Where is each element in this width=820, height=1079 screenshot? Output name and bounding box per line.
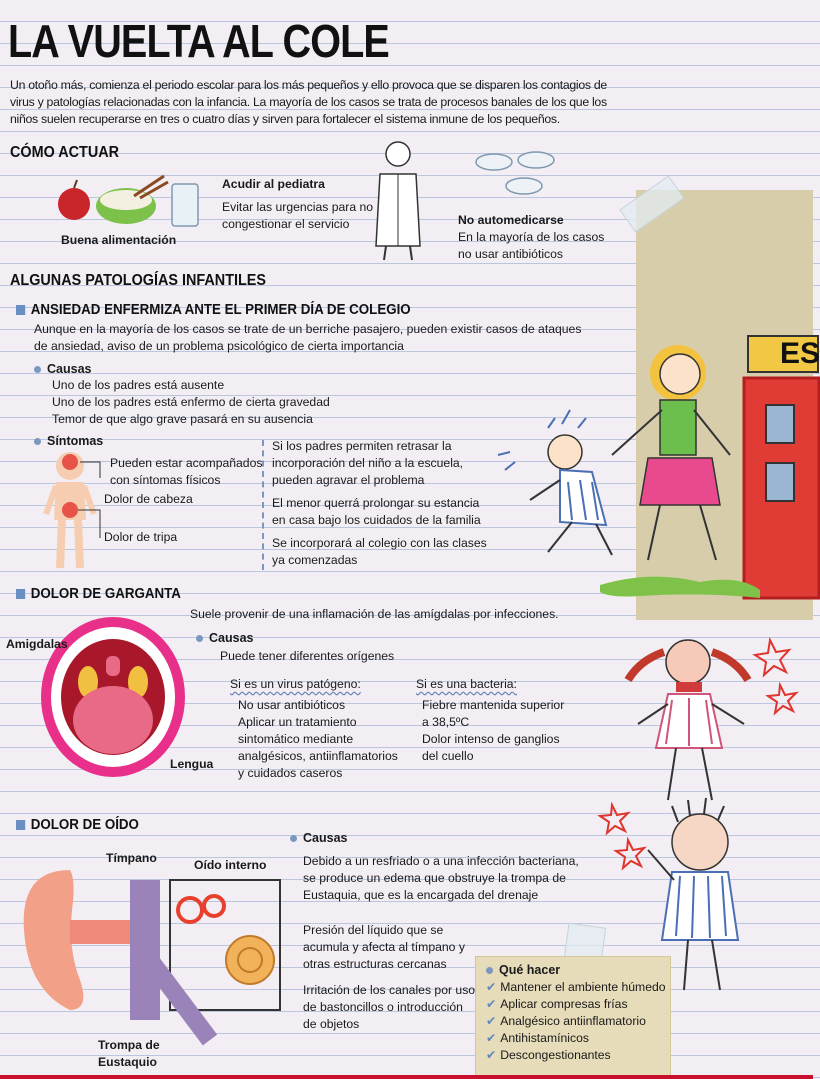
virus-list: No usar antibióticos Aplicar un tratamiento sintomático mediante analgésicos, antiinflamatorios y cuidados caseros	[238, 698, 398, 780]
trompa-label: Trompa de Eustaquio	[98, 1038, 160, 1069]
ear-illustration	[10, 860, 280, 1040]
ansiedad-right-p3: Se incorporará al colegio con las clases ya comenzadas	[272, 536, 487, 567]
garganta-desc: Suele provenir de una inflamación de las amígdalas por infecciones.	[190, 607, 559, 621]
list-item: ✔ Descongestionantes	[486, 1048, 611, 1062]
ansiedad-causas-title: Causas	[34, 362, 91, 376]
timpano-label: Tímpano	[106, 851, 157, 865]
bacteria-list: Fiebre mantenida superior a 38,5ºC Dolor intenso de ganglios del cuello	[422, 698, 565, 763]
patologias-heading: ALGUNAS PATOLOGÍAS INFANTILES	[10, 272, 267, 289]
bullet-icon	[34, 438, 41, 445]
ansiedad-heading: ANSIEDAD ENFERMIZA ANTE EL PRIMER DÍA DE COLEGIO	[16, 302, 411, 318]
garganta-causas-sub: Puede tener diferentes orígenes	[220, 649, 395, 663]
bullet-icon	[290, 835, 297, 842]
pediatra-title: Acudir al pediatra	[222, 177, 325, 191]
que-hacer-list	[486, 979, 666, 1064]
ansiedad-right-p1: Si los padres permiten retrasar la incorporación del niño a la escuela, pueden agravar el problema	[272, 439, 464, 487]
virus-title: Si es un virus patógeno:	[230, 677, 361, 691]
como-actuar-heading: CÓMO ACTUAR	[10, 144, 120, 161]
check-icon: ✔	[486, 1048, 497, 1062]
oido-heading: DOLOR DE OÍDO	[16, 817, 139, 833]
dolor-tripa-label: Dolor de tripa	[104, 530, 178, 544]
section-marker-icon	[16, 589, 25, 599]
garganta-heading: DOLOR DE GARGANTA	[16, 586, 181, 602]
child-body-icon	[40, 450, 110, 575]
ansiedad-sintomas-title: Síntomas	[34, 434, 103, 448]
pediatra-text: Evitar las urgencias para no congestionar el servicio	[222, 200, 374, 231]
check-icon: ✔	[486, 980, 497, 994]
ansiedad-desc: Aunque en la mayoría de los casos se trate de un berriche pasajero, pueden existir casos de ataques de ansiedad, aviso de un problema psicológico de cierta importancia	[34, 322, 582, 353]
automed-title: No automedicarse	[458, 213, 564, 227]
oido-interno-label: Oído interno	[194, 858, 267, 872]
oido-causa-2: Presión del líquido que se acumula y afecta al tímpano y otras estructuras cercanas	[303, 923, 465, 971]
bullet-icon	[34, 366, 41, 373]
lengua-label: Lengua	[170, 757, 214, 771]
bacteria-title: Si es una bacteria:	[416, 677, 517, 691]
dolor-cabeza-label: Dolor de cabeza	[104, 492, 193, 506]
garganta-causas-title: Causas	[196, 631, 253, 645]
oido-causa-3: Irritación de los canales por uso de bastoncillos o introducción de objetos	[303, 983, 476, 1031]
check-icon: ✔	[486, 1031, 497, 1045]
amigdalas-label: Amigdalas	[6, 637, 68, 651]
doctor-icon	[370, 136, 430, 266]
section-marker-icon	[16, 305, 25, 315]
list-item: ✔ Antihistamínicos	[486, 1031, 589, 1045]
sintomas-text: Pueden estar acompañados con síntomas físicos	[110, 456, 263, 487]
oido-causas-title: Causas	[290, 831, 347, 845]
que-hacer-title: Qué hacer	[486, 963, 660, 977]
check-icon: ✔	[486, 1014, 497, 1028]
school-sign: ES	[780, 337, 820, 370]
intro-paragraph: Un otoño más, comienza el periodo escolar para los más pequeños y ello provoca que se disparen los contagios de virus y patologías relacionadas con la infancia. La mayoría de los casos se trata de procesos banales de los que los niños suelen recuperarse en tres o cuatro días y sirven para fortalecer el sistema inmune de los pequeños.	[10, 78, 607, 126]
list-item: ✔ Mantener el ambiente húmedo	[486, 980, 666, 994]
que-hacer-box	[475, 956, 671, 1076]
ansiedad-causas-list: Uno de los padres está ausente Uno de los padres está enfermo de cierta gravedad Temor de que algo grave pasará en su ausencia	[52, 378, 330, 426]
ansiedad-right-p2: El menor querrá prolongar su estancia en casa bajo los cuidados de la familia	[272, 496, 481, 527]
bullet-icon	[486, 967, 493, 974]
pills-icon	[474, 148, 564, 208]
section-marker-icon	[16, 820, 25, 830]
check-icon: ✔	[486, 997, 497, 1011]
automed-text: En la mayoría de los casos no usar antibióticos	[458, 230, 605, 261]
list-item: ✔ Aplicar compresas frías	[486, 997, 628, 1011]
oido-causa-1: Debido a un resfriado o a una infección bacteriana, se produce un edema que obstruye la trompa de Eustaquia, que es la encargada del drenaje	[303, 854, 579, 902]
sintomas-divider	[262, 440, 264, 570]
food-label: Buena alimentación	[61, 233, 177, 247]
bullet-icon	[196, 635, 203, 642]
bottom-rule	[0, 1075, 813, 1079]
list-item: ✔ Analgésico antiinflamatorio	[486, 1014, 646, 1028]
page-title: LA VUELTA AL COLE	[8, 15, 389, 67]
food-illustration	[54, 172, 204, 232]
